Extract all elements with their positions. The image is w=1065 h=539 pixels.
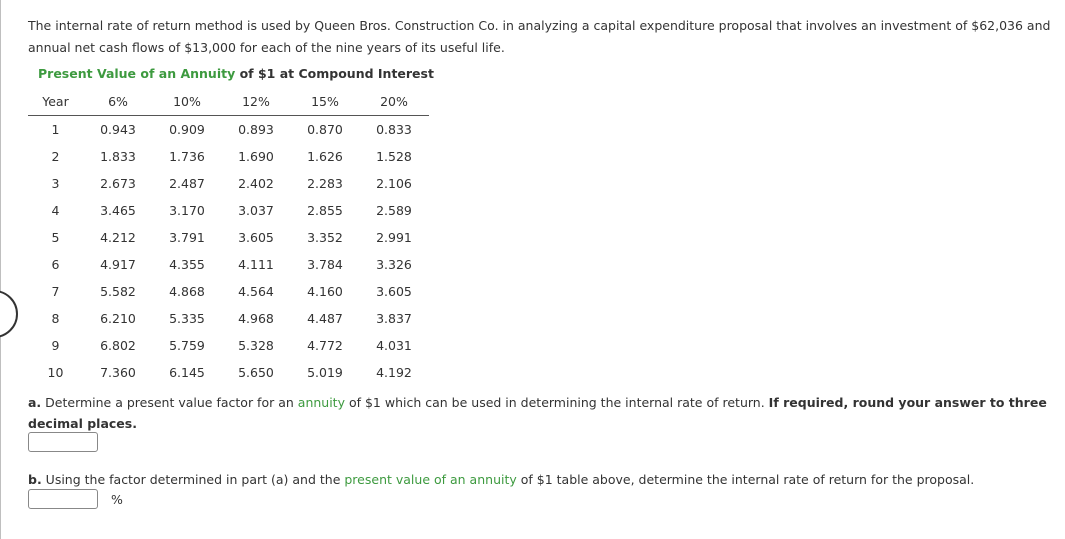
factor-cell: 1.626 — [307, 149, 343, 164]
side-panel-toggle[interactable] — [0, 290, 18, 338]
factor-cell: 2.402 — [238, 176, 274, 191]
factor-cell: 2.106 — [376, 176, 412, 191]
problem-intro: The internal rate of return method is used by Queen Bros. Construction Co. in analyzing a capital expenditure proposal that involves an investment of $62,036 and annual net cash flows of $13,000 for each of the nine years of its useful life. — [28, 18, 1051, 55]
factor-cell: 7.360 — [100, 365, 136, 380]
table-row — [28, 197, 429, 224]
answer-b-input[interactable] — [28, 489, 98, 509]
factor-cell: 3.465 — [100, 203, 136, 218]
header-rate-10: 10% — [153, 88, 221, 116]
factor-cell: 1.528 — [376, 149, 412, 164]
factor-cell: 4.031 — [376, 338, 412, 353]
factor-cell: 4.968 — [238, 311, 274, 326]
header-year: Year — [28, 88, 83, 116]
factor-cell: 3.605 — [376, 284, 412, 299]
factor-cell: 4.487 — [307, 311, 343, 326]
year-cell: 2 — [51, 149, 60, 164]
factor-cell: 3.837 — [376, 311, 412, 326]
factor-cell: 2.991 — [376, 230, 412, 245]
factor-cell: 5.019 — [307, 365, 343, 380]
factor-cell: 3.352 — [307, 230, 343, 245]
factor-cell: 5.335 — [169, 311, 205, 326]
factor-cell: 4.772 — [307, 338, 343, 353]
factor-cell: 6.210 — [100, 311, 136, 326]
year-cell: 4 — [51, 203, 60, 218]
header-rate-12: 12% — [221, 88, 291, 116]
factor-cell: 3.605 — [238, 230, 274, 245]
table-row — [28, 332, 429, 359]
year-cell: 5 — [51, 230, 60, 245]
table-body — [28, 116, 429, 387]
factor-cell: 3.170 — [169, 203, 205, 218]
table-header-row — [28, 88, 429, 116]
factor-cell: 4.111 — [238, 257, 274, 272]
factor-cell: 0.943 — [100, 122, 136, 137]
factor-cell: 5.582 — [100, 284, 136, 299]
year-cell: 1 — [51, 122, 60, 137]
factor-cell: 1.690 — [238, 149, 274, 164]
table-row — [28, 170, 429, 197]
factor-cell: 1.736 — [169, 149, 205, 164]
question-a-label: a. — [28, 395, 42, 410]
question-a — [28, 392, 1058, 434]
factor-cell: 2.855 — [307, 203, 343, 218]
year-cell: 6 — [51, 257, 60, 272]
page-left-border — [0, 0, 1, 539]
table-row — [28, 143, 429, 170]
year-cell: 3 — [51, 176, 60, 191]
table-row — [28, 251, 429, 278]
table-title-rest: of $1 at Compound Interest — [235, 66, 434, 81]
factor-cell: 5.328 — [238, 338, 274, 353]
factor-cell: 3.784 — [307, 257, 343, 272]
factor-cell: 4.160 — [307, 284, 343, 299]
factor-cell: 0.833 — [376, 122, 412, 137]
factor-cell: 2.589 — [376, 203, 412, 218]
factor-cell: 4.917 — [100, 257, 136, 272]
table-row — [28, 278, 429, 305]
header-rate-15: 15% — [291, 88, 359, 116]
percent-unit: % — [111, 492, 123, 507]
factor-cell: 5.759 — [169, 338, 205, 353]
factor-cell: 2.487 — [169, 176, 205, 191]
question-b-text-after: of $1 table above, determine the internal rate of return for the proposal. — [516, 472, 975, 487]
header-rate-20: 20% — [359, 88, 429, 116]
factor-cell: 3.037 — [238, 203, 274, 218]
year-cell: 7 — [51, 284, 60, 299]
answer-a-input[interactable] — [28, 432, 98, 452]
table-row — [28, 359, 429, 386]
factor-cell: 6.145 — [169, 365, 205, 380]
table-row — [28, 305, 429, 332]
factor-cell: 3.326 — [376, 257, 412, 272]
factor-cell: 0.870 — [307, 122, 343, 137]
factor-cell: 0.909 — [169, 122, 205, 137]
year-cell: 9 — [51, 338, 60, 353]
factor-cell: 6.802 — [100, 338, 136, 353]
factor-cell: 4.192 — [376, 365, 412, 380]
factor-cell: 4.564 — [238, 284, 274, 299]
year-cell: 8 — [51, 311, 60, 326]
table-row — [28, 224, 429, 251]
factor-cell: 3.791 — [169, 230, 205, 245]
factor-cell: 4.355 — [169, 257, 205, 272]
table-row — [28, 116, 429, 144]
factor-cell: 1.833 — [100, 149, 136, 164]
question-b-label: b. — [28, 472, 42, 487]
question-a-text-after: of $1 which can be used in determining the internal rate of return. — [344, 395, 769, 410]
annuity-link[interactable]: annuity — [297, 395, 345, 410]
annuity-table — [28, 88, 429, 386]
factor-cell: 4.868 — [169, 284, 205, 299]
question-b-text-before: Using the factor determined in part (a) and the — [41, 472, 345, 487]
present-value-annuity-link[interactable]: present value of an annuity — [344, 472, 517, 487]
factor-cell: 5.650 — [238, 365, 274, 380]
table-title — [38, 66, 434, 81]
factor-cell: 2.673 — [100, 176, 136, 191]
factor-cell: 4.212 — [100, 230, 136, 245]
factor-cell: 2.283 — [307, 176, 343, 191]
factor-cell: 0.893 — [238, 122, 274, 137]
question-b — [28, 469, 1058, 490]
table-title-link[interactable]: Present Value of an Annuity — [38, 66, 236, 81]
question-a-text-before: Determine a present value factor for an — [41, 395, 298, 410]
header-rate-6: 6% — [83, 88, 153, 116]
question-a-instruction: If required, round your answer to three decimal places. — [28, 395, 1047, 431]
year-cell: 10 — [47, 365, 64, 380]
